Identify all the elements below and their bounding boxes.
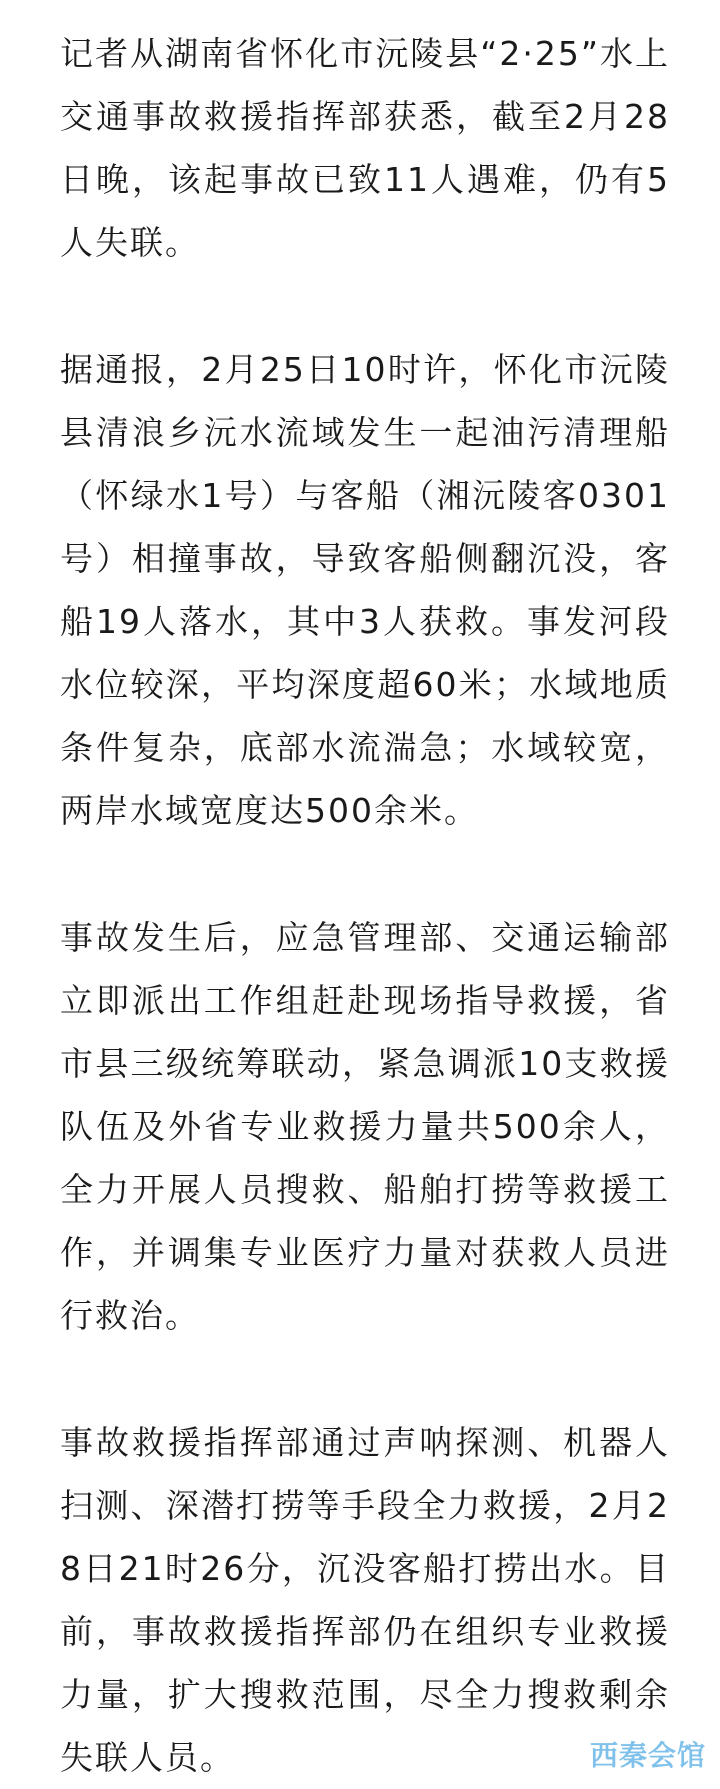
paragraph-summary: 记者从湖南省怀化市沅陵县“2·25”水上交通事故救援指挥部获悉，截至2月28日晚，该起事故已致11人遇难，仍有5人失联。 — [60, 34, 670, 262]
paragraph-response: 事故发生后，应急管理部、交通运输部立即派出工作组赶赴现场指导救援，省市县三级统筹联动，紧急调派10支救援队伍及外省专业救援力量共500余人，全力开展人员搜救、船舶打捞等救援工作，并调集专业医疗力量对获救人员进行救治。 — [60, 918, 670, 1335]
watermark-logo: 西秦会馆 — [589, 1739, 706, 1772]
paragraph-rescue-status: 事故救援指挥部通过声呐探测、机器人扫测、深潜打捞等手段全力救援，2月28日21时26分，沉没客船打捞出水。目前，事故救援指挥部仍在组织专业救援力量，扩大搜救范围，尽全力搜救剩余失联人员。 — [60, 1423, 670, 1777]
article-body — [60, 22, 670, 1789]
paragraph-incident-report: 据通报，2月25日10时许，怀化市沅陵县清浪乡沅水流域发生一起油污清理船（怀绿水1号）与客船（湘沅陵客0301号）相撞事故，导致客船侧翻沉没，客船19人落水，其中3人获救。事发河段水位较深，平均深度超60米；水域地质条件复杂，底部水流湍急；水域较宽，两岸水域宽度达500余米。 — [60, 350, 670, 830]
